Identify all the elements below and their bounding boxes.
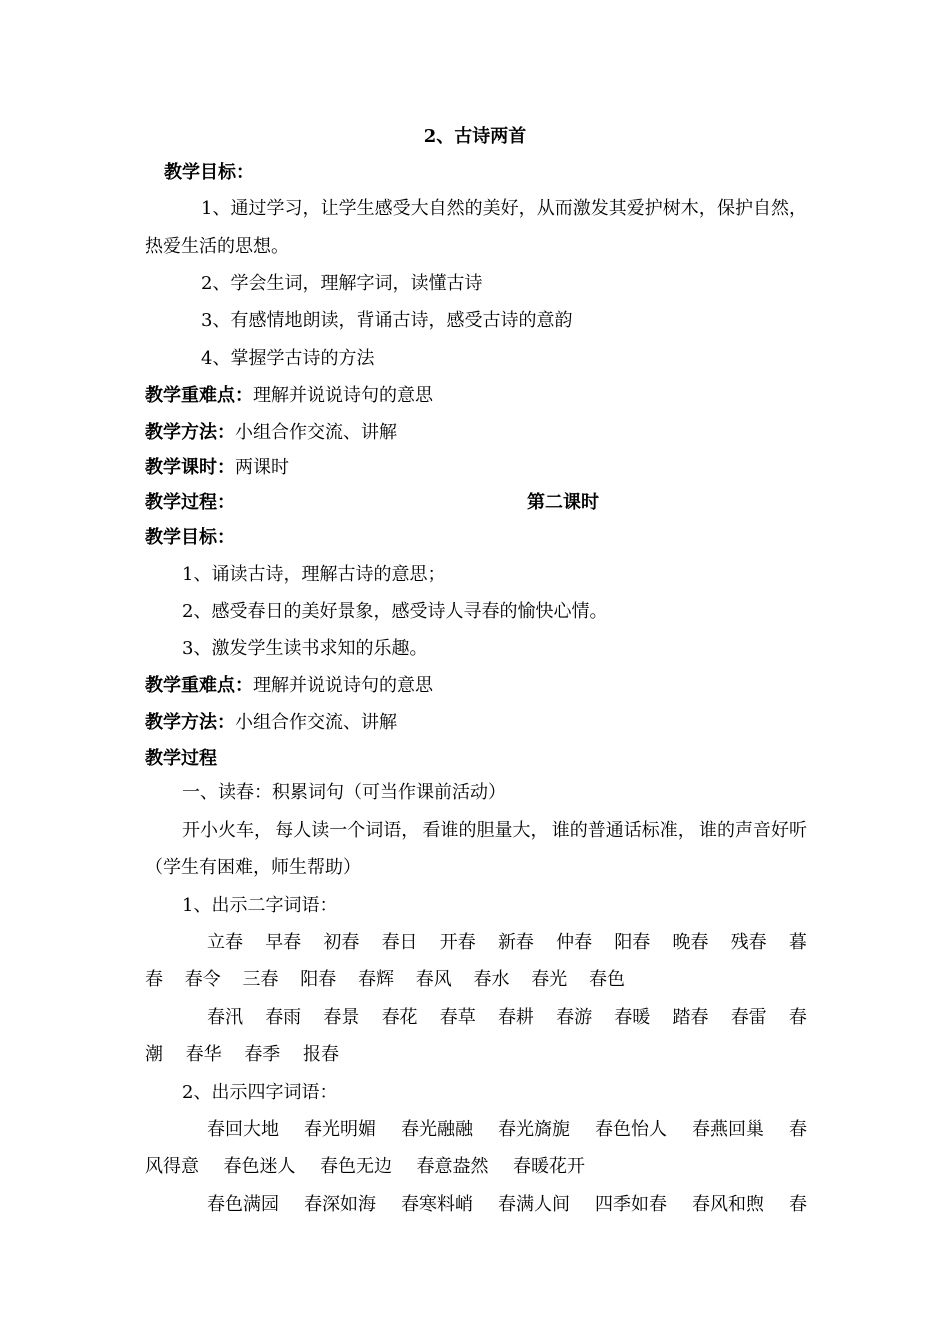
word-item: 春回大地 <box>207 1119 279 1140</box>
word-item: 春草 <box>439 1007 476 1028</box>
goal-1-segment: 1、通过学习， <box>201 198 321 219</box>
word-item: 春日 <box>381 932 418 953</box>
method-2-label: 教学方法： <box>145 712 235 733</box>
word-item: 春燕回巢 <box>692 1119 764 1140</box>
word-item: 春 <box>789 1194 807 1215</box>
word-item: 春雷 <box>730 1007 767 1028</box>
word-item: 晚春 <box>672 932 709 953</box>
goals-heading: 教学目标： <box>164 162 254 183</box>
word-item: 春风和煦 <box>692 1194 764 1215</box>
hours-label: 教学课时： <box>145 457 235 478</box>
word-item: 残春 <box>730 932 767 953</box>
goal-2: 2、学会生词，理解字词，读懂古诗 <box>201 273 483 294</box>
key-points-2-text: 理解并说说诗句的意思 <box>253 675 433 696</box>
lesson-2-title: 第二课时 <box>527 492 599 513</box>
train-line-1 <box>182 820 807 842</box>
two-char-row-3 <box>207 1007 807 1029</box>
word-item: 新春 <box>497 932 534 953</box>
four-char-row-1 <box>207 1119 807 1141</box>
teaching-method-2 <box>145 712 807 734</box>
word-item: 春水 <box>473 969 510 990</box>
train-segment: 看谁的胆量大， <box>422 820 549 841</box>
goal-1-segment: 从而激发其爱护树木， <box>536 198 717 219</box>
key-points-text: 理解并说说诗句的意思 <box>253 385 433 406</box>
word-item: 春 <box>145 969 163 990</box>
document-title: 2、古诗两首 <box>423 126 527 147</box>
word-item: 春光 <box>531 969 568 990</box>
word-item: 春暖花开 <box>513 1156 585 1177</box>
word-item: 仲春 <box>556 932 593 953</box>
two-char-row-2 <box>145 969 625 991</box>
key-points <box>145 385 807 407</box>
step-1-heading: 一、读春：积累词句（可当作课前活动） <box>182 782 506 803</box>
method-text: 小组合作交流、讲解 <box>235 422 397 443</box>
word-item: 暮 <box>788 932 807 953</box>
word-item: 春色怡人 <box>595 1119 667 1140</box>
hours-text: 两课时 <box>235 457 289 478</box>
four-char-row-2 <box>145 1156 585 1178</box>
word-item: 春季 <box>244 1044 281 1065</box>
key-points-label: 教学重难点： <box>145 385 253 406</box>
word-item: 春游 <box>556 1007 593 1028</box>
goal-1-line-1 <box>201 198 807 220</box>
word-item: 踏春 <box>672 1007 709 1028</box>
four-char-heading: 2、出示四字词语： <box>182 1082 338 1103</box>
word-item: 春寒料峭 <box>401 1194 473 1215</box>
word-item: 春花 <box>381 1007 418 1028</box>
word-item: 春 <box>788 1007 807 1028</box>
four-char-row-3 <box>207 1194 807 1216</box>
word-item: 春色 <box>589 969 625 990</box>
word-item: 春暖 <box>614 1007 651 1028</box>
word-item: 春色迷人 <box>223 1156 296 1177</box>
word-item: 春满人间 <box>498 1194 570 1215</box>
goal-3: 3、有感情地朗读，背诵古诗，感受古诗的意韵 <box>201 310 573 331</box>
two-char-heading: 1、出示二字词语： <box>182 895 338 916</box>
word-item: 春汛 <box>207 1007 243 1028</box>
word-item: 春色无边 <box>320 1156 392 1177</box>
word-item: 早春 <box>265 932 302 953</box>
word-item: 春色满园 <box>207 1194 279 1215</box>
word-item: 开春 <box>439 932 476 953</box>
train-segment: 谁的普通话标准， <box>551 820 696 841</box>
word-item: 春景 <box>323 1007 360 1028</box>
word-item: 阳春 <box>614 932 651 953</box>
two-char-row-4 <box>145 1044 339 1066</box>
goal-1-segment: 保护自然， <box>716 198 807 219</box>
train-segment: 开小火车， <box>182 820 272 841</box>
word-item: 春雨 <box>265 1007 302 1028</box>
word-item: 四季如春 <box>595 1194 667 1215</box>
goal-1-line-2: 热爱生活的思想。 <box>145 236 289 257</box>
word-item: 报春 <box>302 1044 339 1065</box>
goal-4: 4、掌握学古诗的方法 <box>201 348 375 369</box>
word-item: 春光融融 <box>401 1119 473 1140</box>
word-item: 春 <box>789 1119 807 1140</box>
word-item: 春深如海 <box>304 1194 376 1215</box>
word-item: 春令 <box>184 969 221 990</box>
word-item: 三春 <box>242 969 279 990</box>
word-item: 潮 <box>145 1044 163 1065</box>
method-2-text: 小组合作交流、讲解 <box>235 712 397 733</box>
train-line-2: （学生有困难，师生帮助） <box>145 857 361 878</box>
train-segment: 谁的声音好听 <box>699 820 807 841</box>
word-item: 春风 <box>415 969 452 990</box>
word-item: 立春 <box>207 932 243 953</box>
word-item: 初春 <box>323 932 360 953</box>
process-label: 教学过程： <box>145 492 235 513</box>
goals2-heading: 教学目标： <box>145 527 235 548</box>
word-item: 春辉 <box>358 969 394 990</box>
word-item: 春光旖旎 <box>498 1119 570 1140</box>
process2-heading: 教学过程 <box>145 748 217 769</box>
word-item: 春光明媚 <box>304 1119 376 1140</box>
word-item: 春华 <box>185 1044 222 1065</box>
teaching-hours <box>145 457 807 479</box>
goal-1-segment: 让学生感受大自然的美好， <box>320 198 537 219</box>
teaching-method <box>145 422 807 444</box>
word-item: 阳春 <box>300 969 337 990</box>
word-item: 春耕 <box>497 1007 534 1028</box>
word-item: 春意盎然 <box>416 1156 489 1177</box>
goal2-3: 3、激发学生读书求知的乐趣。 <box>182 638 428 659</box>
goal2-1: 1、诵读古诗，理解古诗的意思； <box>182 564 446 585</box>
word-item: 风得意 <box>145 1156 199 1177</box>
train-segment: 每人读一个词语， <box>275 820 420 841</box>
key-points-2 <box>145 675 807 697</box>
key-points-2-label: 教学重难点： <box>145 675 253 696</box>
two-char-row-1 <box>207 932 807 954</box>
goal2-2: 2、感受春日的美好景象，感受诗人寻春的愉快心情。 <box>182 601 608 622</box>
method-label: 教学方法： <box>145 422 235 443</box>
